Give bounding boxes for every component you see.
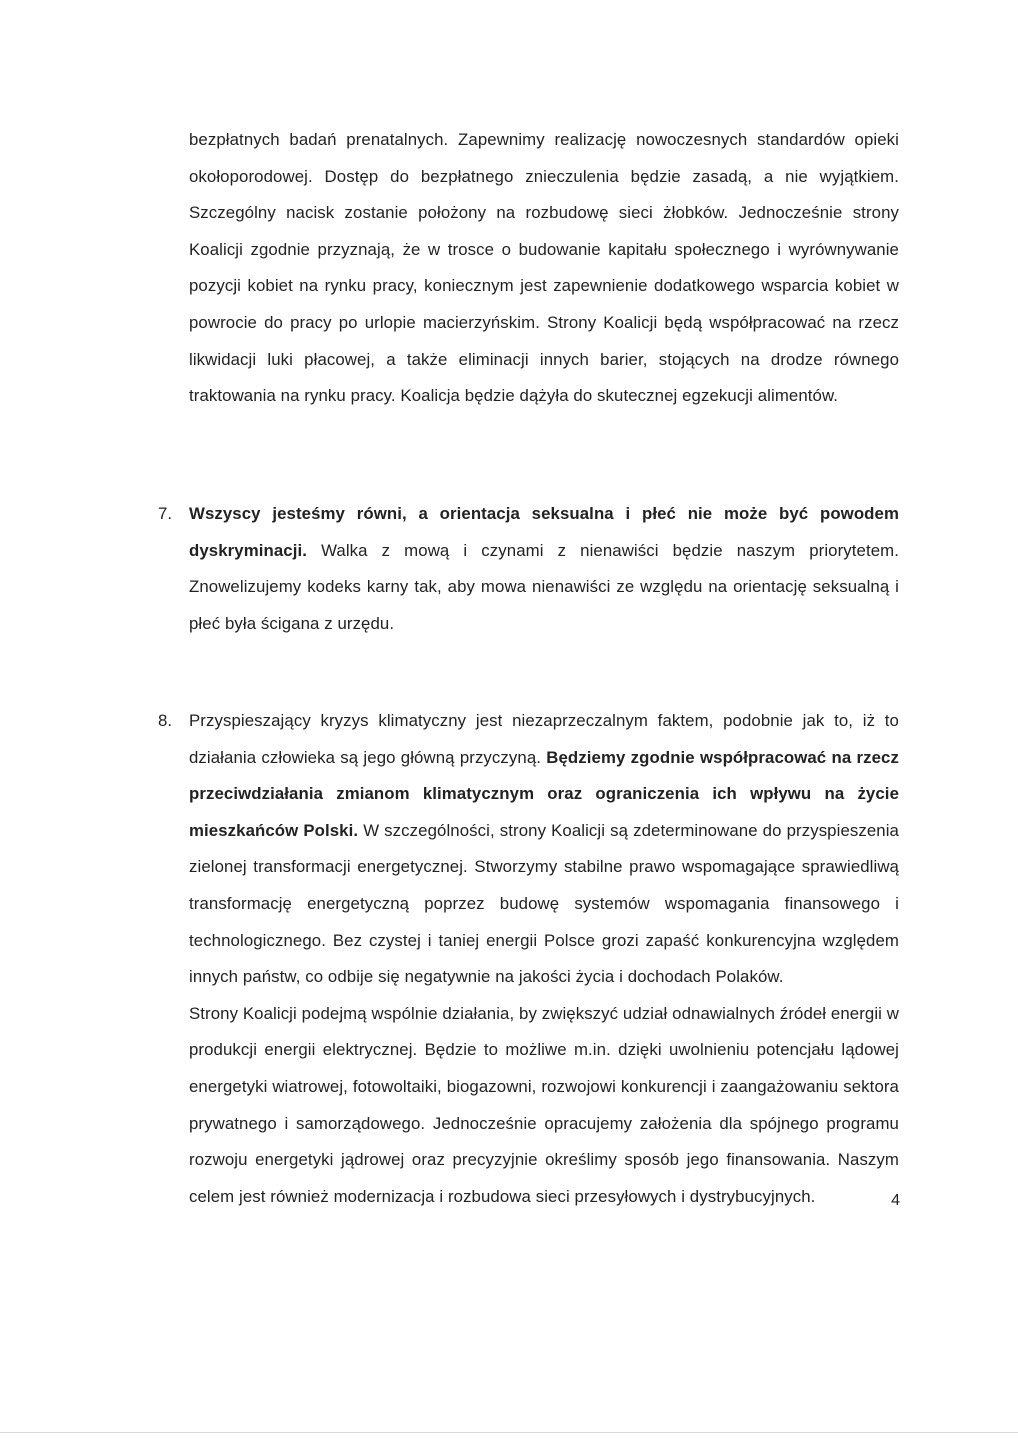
point-7-bold-text: Wszyscy jesteśmy równi, a orientacja seksualna i płeć nie może być powodem dyskryminacji. xyxy=(189,504,899,560)
point-8-paragraph xyxy=(189,703,899,1215)
point-8-bold-text: Będziemy zgodnie współpracować na rzecz przeciwdziałania zmianom klimatycznym oraz ograniczenia ich wpływu na życie mieszkańców Polski. xyxy=(189,747,899,840)
point-7-rest-text: Walka z mową i czynami z nienawiści będzie naszym priorytetem. Znowelizujemy kodeks karny tak, aby mowa nienawiści ze względu na orientację seksualną i płeć była ścigana z urzędu. xyxy=(189,540,899,633)
intro-paragraph xyxy=(189,122,899,415)
point-7-paragraph xyxy=(189,496,899,642)
page-number: 4 xyxy=(891,1192,900,1209)
point-8-text xyxy=(189,703,899,996)
point-8-lead-text: Przyspieszający kryzys klimatyczny jest niezaprzeczalnym faktem, podobnie jak to, iż to działania człowieka są jego główną przyczyną. xyxy=(189,711,899,767)
point-8-paragraph-2: Strony Koalicji podejmą wspólnie działania, by zwiększyć udział odnawialnych źródeł energii w produkcji energii elektrycznej. Będzie to możliwe m.in. dzięki uwolnieniu potencjału lądowej energetyki wiatrowej, fotowoltaiki, biogazowni, rozwojowi konkurencji i zaangażowaniu sektora prywatnego i samorządowego. Jednocześnie opracujemy założenia dla spójnego programu rozwoju energetyki jądrowej oraz precyzyjnie określimy sposób jego finansowania. Naszym celem jest również modernizacja i rozbudowa sieci przesyłowych i dystrybucyjnych. xyxy=(189,1003,899,1206)
point-8-number: 8. xyxy=(158,711,172,730)
point-8-rest-text: W szczególności, strony Koalicji są zdeterminowane do przyspieszenia zielonej transformacji energetycznej. Stworzymy stabilne prawo wspomagające sprawiedliwą transformację energetyczną poprzez budowę systemów wspomagania finansowego i technologicznego. Bez czystej i taniej energii Polsce grozi zapaść konkurencyjna względem innych państw, co odbije się negatywnie na jakości życia i dochodach Polaków. xyxy=(189,820,899,987)
point-7-number: 7. xyxy=(158,504,172,523)
scan-edge-line xyxy=(0,1432,1018,1433)
intro-text: bezpłatnych badań prenatalnych. Zapewnimy realizację nowoczesnych standardów opieki okołoporodowej. Dostęp do bezpłatnego znieczulenia będzie zasadą, a nie wyjątkiem. Szczególny nacisk zostanie położony na rozbudowę sieci żłobków. Jednocześnie strony Koalicji zgodnie przyznają, że w trosce o budowanie kapitału społecznego i wyrównywanie pozycji kobiet na rynku pracy, koniecznym jest zapewnienie dodatkowego wsparcia kobiet w powrocie do pracy po urlopie macierzyńskim. Strony Koalicji będą współpracować na rzecz likwidacji luki płacowej, a także eliminacji innych barier, stojących na drodze równego traktowania na rynku pracy. Koalicja będzie dążyła do skutecznej egzekucji alimentów. xyxy=(189,130,899,406)
point-7-text xyxy=(189,496,899,642)
